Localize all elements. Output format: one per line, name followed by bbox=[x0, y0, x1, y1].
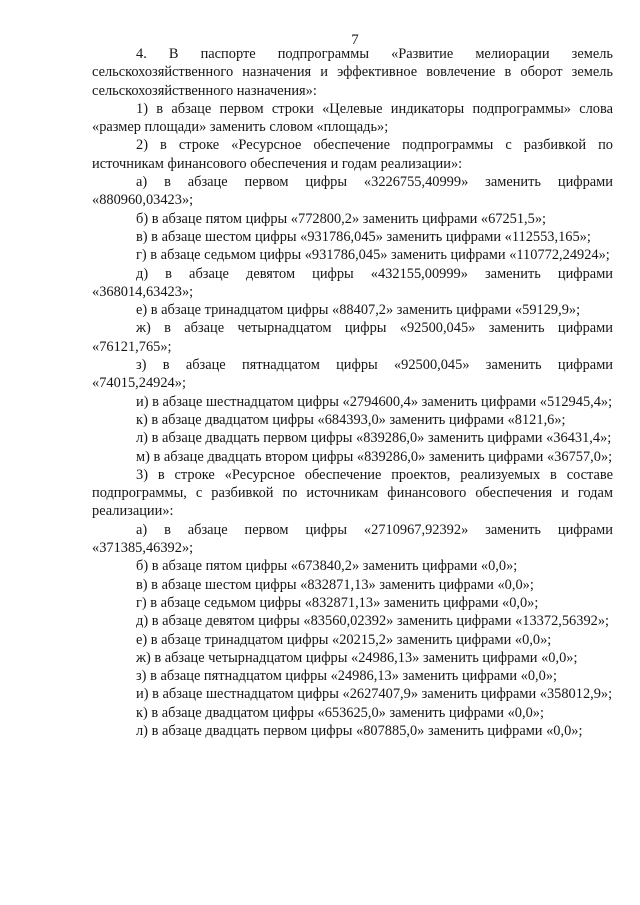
paragraph-subitem-1: 1) в абзаце первом строки «Целевые индикаторы подпрограммы» слова «размер площади» заменить словом «площадь»; bbox=[92, 100, 613, 136]
paragraph-letter-z: з) в абзаце пятнадцатом цифры «92500,045» заменить цифрами «74015,24924»; bbox=[92, 357, 613, 392]
paragraph-subitem-2: 2) в строке «Ресурсное обеспечение подпрограммы с разбивкой по источникам финансового обеспечения и годам реализации»: bbox=[92, 137, 613, 172]
paragraph-letter-l: л) в абзаце двадцать первом цифры «839286,0» заменить цифрами «36431,4»; bbox=[136, 430, 612, 447]
paragraph-letter-v: в) в абзаце шестом цифры «832871,13» заменить цифрами «0,0»; bbox=[136, 576, 534, 593]
paragraph-letter-zh: ж) в абзаце четырнадцатом цифры «92500,045» заменить цифрами «76121,765»; bbox=[92, 320, 613, 355]
paragraph-letter-d: д) в абзаце девятом цифры «432155,00999» заменить цифрами «368014,63423»; bbox=[92, 265, 613, 300]
paragraph-letter-v: в) в абзаце шестом цифры «931786,045» заменить цифрами «112553,165»; bbox=[136, 228, 591, 245]
paragraph-letter-k: к) в абзаце двадцатом цифры «684393,0» заменить цифрами «8121,6»; bbox=[136, 411, 566, 428]
paragraph-letter-zh: ж) в абзаце четырнадцатом цифры «24986,13» заменить цифрами «0,0»; bbox=[136, 649, 578, 666]
paragraph-subitem-3: 3) в строке «Ресурсное обеспечение проектов, реализуемых в составе подпрограммы, с разбивкой по источникам финансового обеспечения и годам реализации»: bbox=[92, 466, 613, 520]
paragraph-letter-i: и) в абзаце шестнадцатом цифры «2627407,9» заменить цифрами «358012,9»; bbox=[136, 686, 613, 703]
document-body bbox=[92, 45, 613, 740]
paragraph-letter-e: е) в абзаце тринадцатом цифры «20215,2» заменить цифрами «0,0»; bbox=[136, 631, 552, 648]
paragraph-letter-d: д) в абзаце девятом цифры «83560,02392» заменить цифрами «13372,56392»; bbox=[136, 613, 610, 630]
paragraph-letter-g: г) в абзаце седьмом цифры «832871,13» заменить цифрами «0,0»; bbox=[136, 594, 539, 611]
paragraph-letter-z: з) в абзаце пятнадцатом цифры «24986,13» заменить цифрами «0,0»; bbox=[136, 668, 558, 685]
paragraph-letter-a: а) в абзаце первом цифры «2710967,92392» заменить цифрами «371385,46392»; bbox=[92, 521, 613, 557]
paragraph-letter-l: л) в абзаце двадцать первом цифры «807885,0» заменить цифрами «0,0»; bbox=[136, 722, 583, 739]
paragraph-letter-e: е) в абзаце тринадцатом цифры «88407,2» заменить цифрами «59129,9»; bbox=[136, 302, 581, 319]
paragraph-letter-a: а) в абзаце первом цифры «3226755,40999» заменить цифрами «880960,03423»; bbox=[92, 174, 613, 209]
page-number: 7 bbox=[351, 32, 359, 48]
paragraph-item-4: 4. В паспорте подпрограммы «Развитие мелиорации земель сельскохозяйственного назначения и эффективное вовлечение в оборот земель сельскохозяйственного назначения»: bbox=[92, 46, 613, 99]
paragraph-letter-b: б) в абзаце пятом цифры «772800,2» заменить цифрами «67251,5»; bbox=[136, 210, 547, 227]
paragraph-letter-g: г) в абзаце седьмом цифры «931786,045» заменить цифрами «110772,24924»; bbox=[136, 247, 610, 264]
paragraph-letter-i: и) в абзаце шестнадцатом цифры «2794600,4» заменить цифрами «512945,4»; bbox=[136, 393, 613, 410]
paragraph-letter-b: б) в абзаце пятом цифры «673840,2» заменить цифрами «0,0»; bbox=[136, 558, 518, 575]
paragraph-letter-m: м) в абзаце двадцать втором цифры «839286,0» заменить цифрами «36757,0»; bbox=[136, 448, 613, 465]
paragraph-letter-k: к) в абзаце двадцатом цифры «653625,0» заменить цифрами «0,0»; bbox=[136, 704, 544, 721]
